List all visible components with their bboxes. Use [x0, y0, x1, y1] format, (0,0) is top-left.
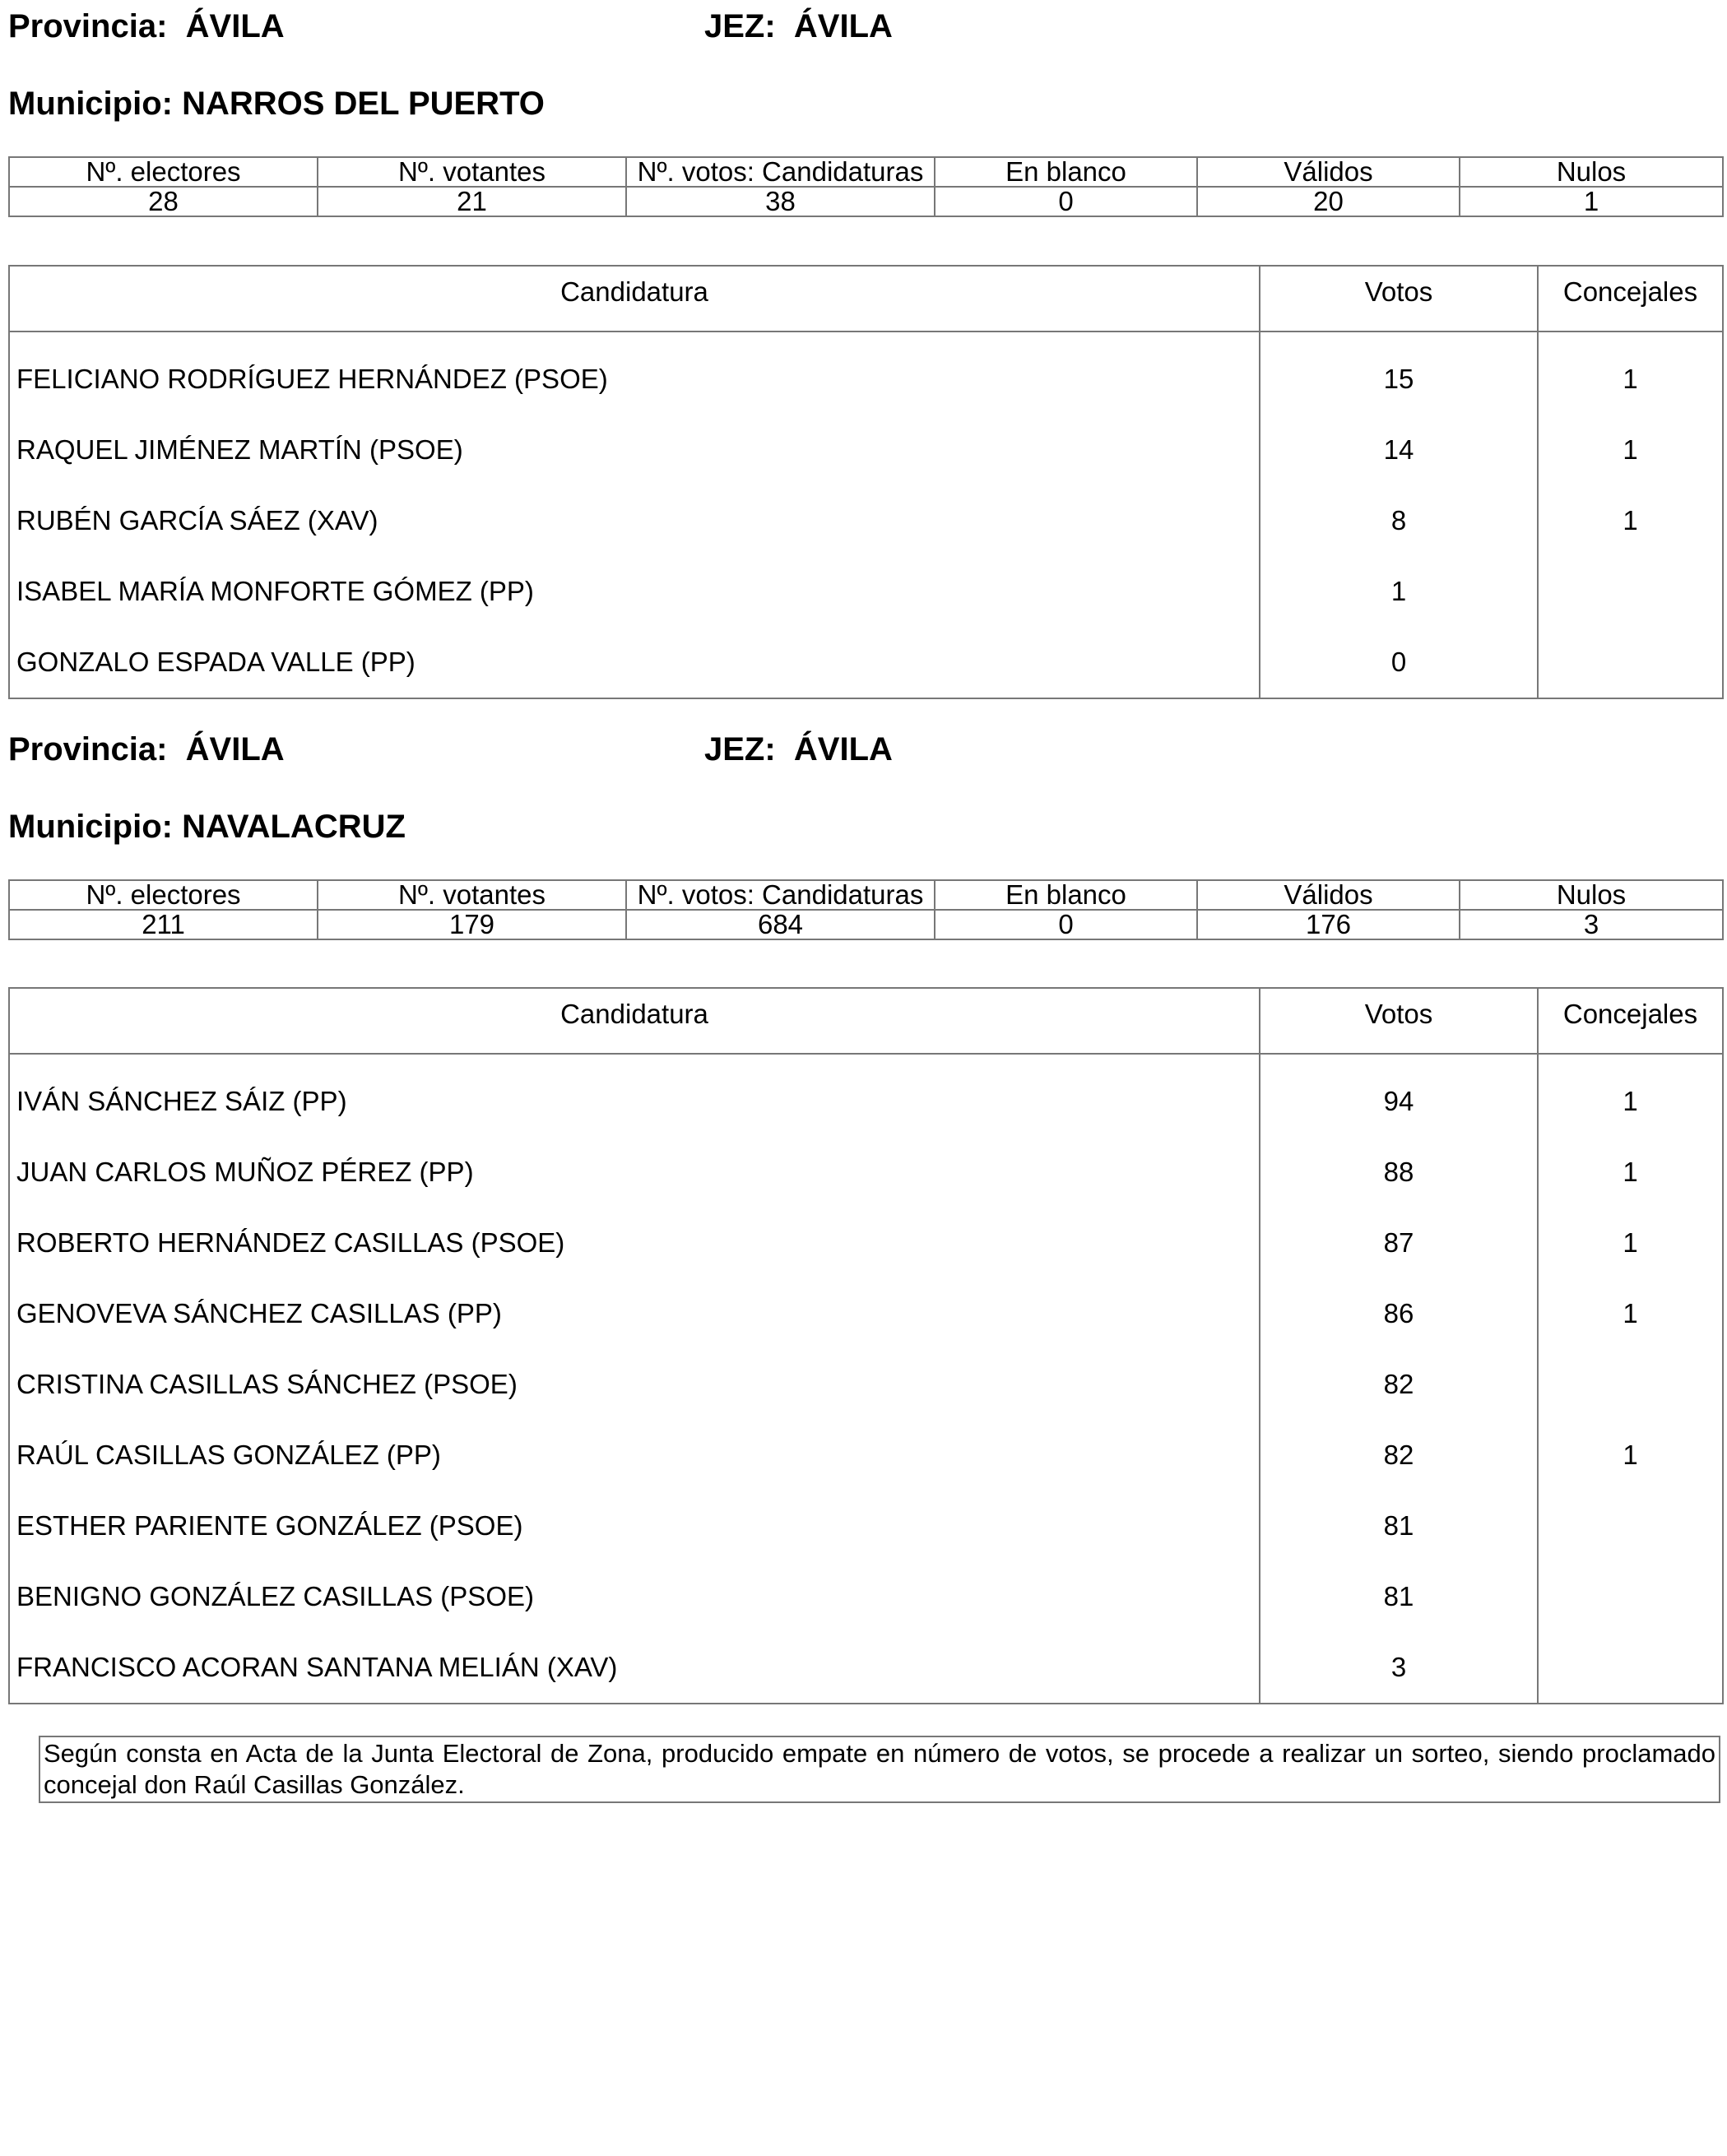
provincia-value: ÁVILA — [185, 8, 285, 44]
provincia-label: Provincia: — [8, 8, 168, 44]
candidate-concejales — [1538, 556, 1723, 627]
stats-header-row — [9, 157, 1723, 187]
candidate-votos: 8 — [1260, 485, 1538, 556]
candidate-concejales — [1538, 1561, 1723, 1632]
candidate-row — [9, 627, 1723, 698]
stats-value: 3 — [1460, 910, 1723, 939]
candidate-concejales: 1 — [1538, 1137, 1723, 1208]
candidates-header-row — [9, 988, 1723, 1054]
candidate-name: BENIGNO GONZÁLEZ CASILLAS (PSOE) — [16, 1581, 534, 1611]
stats-value-row — [9, 187, 1723, 216]
jez-label: JEZ: — [704, 8, 776, 44]
candidatura-header: Candidatura — [9, 266, 1260, 332]
municipio-label: Municipio: — [8, 86, 173, 122]
stats-header: Nº. votos: Candidaturas — [626, 157, 935, 187]
candidate-name: IVÁN SÁNCHEZ SÁIZ (PP) — [16, 1086, 347, 1116]
candidate-concejales: 1 — [1538, 1054, 1723, 1137]
stats-value: 0 — [935, 187, 1197, 216]
candidate-concejales: 1 — [1538, 332, 1723, 415]
votos-header: Votos — [1260, 266, 1538, 332]
candidate-concejales: 1 — [1538, 485, 1723, 556]
municipio-value: NAVALACRUZ — [182, 809, 406, 845]
votos-header: Votos — [1260, 988, 1538, 1054]
jez-label: JEZ: — [704, 731, 776, 767]
candidate-votos: 0 — [1260, 627, 1538, 698]
stats-value: 0 — [935, 910, 1197, 939]
candidate-concejales: 1 — [1538, 415, 1723, 485]
candidate-row — [9, 1349, 1723, 1420]
candidate-votos: 87 — [1260, 1208, 1538, 1278]
stats-header: Nº. votantes — [318, 880, 626, 910]
candidate-name: CRISTINA CASILLAS SÁNCHEZ (PSOE) — [16, 1369, 518, 1399]
candidate-concejales — [1538, 1491, 1723, 1561]
municipio-heading — [8, 807, 406, 846]
candidate-name: ESTHER PARIENTE GONZÁLEZ (PSOE) — [16, 1510, 523, 1541]
candidate-concejales — [1538, 627, 1723, 698]
candidate-name: FELICIANO RODRÍGUEZ HERNÁNDEZ (PSOE) — [16, 364, 608, 394]
stats-table — [8, 879, 1724, 940]
candidate-votos: 82 — [1260, 1349, 1538, 1420]
stats-header: Nulos — [1460, 880, 1723, 910]
candidate-name: ISABEL MARÍA MONFORTE GÓMEZ (PP) — [16, 576, 534, 606]
candidates-header-row — [9, 266, 1723, 332]
candidate-concejales — [1538, 1349, 1723, 1420]
stats-value: 28 — [9, 187, 318, 216]
provincia-value: ÁVILA — [185, 731, 285, 767]
candidate-row — [9, 1420, 1723, 1491]
candidate-name: ROBERTO HERNÁNDEZ CASILLAS (PSOE) — [16, 1227, 565, 1258]
candidate-name: JUAN CARLOS MUÑOZ PÉREZ (PP) — [16, 1157, 474, 1187]
candidate-votos: 3 — [1260, 1632, 1538, 1704]
candidate-row — [9, 1632, 1723, 1704]
candidate-concejales: 1 — [1538, 1278, 1723, 1349]
stats-value: 179 — [318, 910, 626, 939]
candidate-row — [9, 332, 1723, 415]
jez-heading — [704, 7, 893, 46]
stats-header: Válidos — [1197, 157, 1460, 187]
candidate-name: GONZALO ESPADA VALLE (PP) — [16, 647, 416, 677]
stats-header: En blanco — [935, 157, 1197, 187]
candidate-row — [9, 415, 1723, 485]
candidate-name: RUBÉN GARCÍA SÁEZ (XAV) — [16, 505, 378, 536]
stats-header: Válidos — [1197, 880, 1460, 910]
tie-break-note: Según consta en Acta de la Junta Electoral de Zona, producido empate en número de votos, se procede a realizar un sorteo, siendo proclamado concejal don Raúl Casillas González. — [39, 1736, 1720, 1803]
candidate-row — [9, 1278, 1723, 1349]
candidate-votos: 81 — [1260, 1561, 1538, 1632]
municipio-value: NARROS DEL PUERTO — [182, 86, 545, 122]
candidate-name: GENOVEVA SÁNCHEZ CASILLAS (PP) — [16, 1298, 502, 1328]
stats-header: Nulos — [1460, 157, 1723, 187]
candidate-votos: 14 — [1260, 415, 1538, 485]
municipio-label: Municipio: — [8, 809, 173, 845]
candidate-concejales: 1 — [1538, 1208, 1723, 1278]
jez-heading — [704, 730, 893, 769]
provincia-heading — [8, 730, 285, 769]
candidate-row — [9, 485, 1723, 556]
concejales-header: Concejales — [1538, 266, 1723, 332]
stats-header: Nº. electores — [9, 880, 318, 910]
candidate-row — [9, 1491, 1723, 1561]
candidate-row — [9, 1561, 1723, 1632]
concejales-header: Concejales — [1538, 988, 1723, 1054]
candidatura-header: Candidatura — [9, 988, 1260, 1054]
stats-header: En blanco — [935, 880, 1197, 910]
stats-value: 21 — [318, 187, 626, 216]
stats-header: Nº. votantes — [318, 157, 626, 187]
stats-value: 38 — [626, 187, 935, 216]
candidate-votos: 88 — [1260, 1137, 1538, 1208]
candidate-votos: 94 — [1260, 1054, 1538, 1137]
candidate-row — [9, 1054, 1723, 1137]
stats-value: 1 — [1460, 187, 1723, 216]
stats-table — [8, 156, 1724, 217]
stats-value: 20 — [1197, 187, 1460, 216]
candidate-votos: 1 — [1260, 556, 1538, 627]
stats-value: 684 — [626, 910, 935, 939]
candidate-name: RAÚL CASILLAS GONZÁLEZ (PP) — [16, 1440, 441, 1470]
candidate-concejales — [1538, 1632, 1723, 1704]
candidates-table — [8, 265, 1724, 699]
candidate-row — [9, 1208, 1723, 1278]
stats-header: Nº. electores — [9, 157, 318, 187]
candidate-row — [9, 556, 1723, 627]
candidate-votos: 86 — [1260, 1278, 1538, 1349]
stats-value: 176 — [1197, 910, 1460, 939]
candidate-name: FRANCISCO ACORAN SANTANA MELIÁN (XAV) — [16, 1652, 618, 1682]
candidate-votos: 81 — [1260, 1491, 1538, 1561]
candidates-table — [8, 987, 1724, 1704]
jez-value: ÁVILA — [793, 731, 893, 767]
candidate-concejales: 1 — [1538, 1420, 1723, 1491]
candidate-name: RAQUEL JIMÉNEZ MARTÍN (PSOE) — [16, 434, 463, 465]
stats-value-row — [9, 910, 1723, 939]
candidate-row — [9, 1137, 1723, 1208]
stats-header: Nº. votos: Candidaturas — [626, 880, 935, 910]
candidate-votos: 15 — [1260, 332, 1538, 415]
candidate-votos: 82 — [1260, 1420, 1538, 1491]
stats-value: 211 — [9, 910, 318, 939]
stats-header-row — [9, 880, 1723, 910]
provincia-heading — [8, 7, 285, 46]
jez-value: ÁVILA — [793, 8, 893, 44]
municipio-heading — [8, 84, 545, 123]
provincia-label: Provincia: — [8, 731, 168, 767]
